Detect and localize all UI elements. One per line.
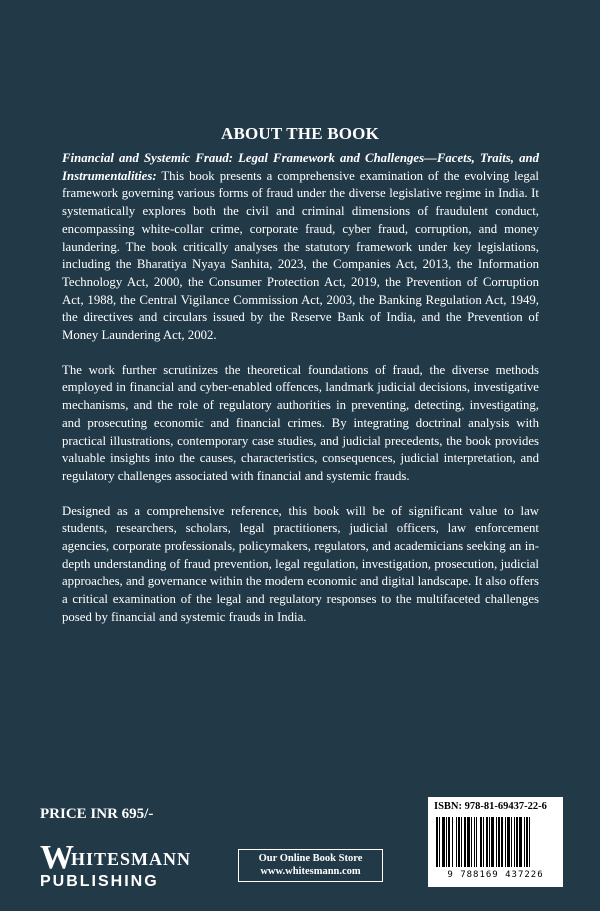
store-title: Our Online Book Store: [258, 853, 363, 864]
publisher-name-line2: PUBLISHING: [40, 873, 159, 889]
description-paragraph-3: Designed as a comprehensive reference, this book will be of significant value to law students, researchers, scholars, legal practitioners, judicial officers, law enforcement agencies, corporate professionals, policymakers, regulators, and academicians seeking an in-depth understanding of fraud prevention, legal regulation, investigation, prosecution, judicial approaches, and governance within the modern economic and digital landscape. It also offers a critical examination of the legal and regulatory responses to the multifaceted challenges posed by financial and systemic frauds in India.: [62, 503, 539, 624]
isbn-barcode-block: [428, 797, 563, 887]
online-store-box: [238, 849, 383, 882]
section-heading: ABOUT THE BOOK: [220, 124, 380, 143]
publisher-logo-w: W: [40, 841, 74, 876]
publisher-logo: [40, 841, 200, 889]
store-url[interactable]: www.whitesmann.com: [260, 866, 361, 877]
isbn-digits: 9 788169 437226: [447, 870, 544, 880]
book-title-lead: Financial and Systemic Fraud: Legal Framework and Challenges—Facets, Traits, and Instrumentalities:: [62, 151, 539, 183]
price-label: PRICE INR 695/-: [40, 806, 154, 822]
isbn-label: ISBN: 978-81-69437-22-6: [434, 801, 547, 812]
description-paragraph-2: The work further scrutinizes the theoretical foundations of fraud, the diverse methods employed in financial and cyber-enabled offences, landmark judicial decisions, investigative mechanisms, and the role of regulatory authorities in preventing, detecting, investigating, and prosecuting economic and financial crimes. By integrating doctrinal analysis with practical illustrations, contemporary case studies, and judicial precedents, the book provides valuable insights into the causes, characteristics, consequences, judicial interpretation, and regulatory challenges associated with financial and systemic frauds.: [62, 362, 539, 483]
barcode-icon: [434, 817, 557, 869]
description-paragraph-1: [62, 150, 539, 345]
publisher-name-line1: HITESMANN: [71, 849, 192, 869]
paragraph-1-body: This book presents a comprehensive examination of the evolving legal framework governing various forms of fraud under the diverse legislative regime in India. It systematically explores both the civil and criminal dimensions of fraudulent conduct, encompassing white-collar crime, corporate fraud, cyber fraud, corruption, and money laundering. The book critically analyses the statutory framework under key legislations, including the Bharatiya Nyaya Sanhita, 2023, the Companies Act, 2013, the Information Technology Act, 2000, the Consumer Protection Act, 2019, the Prevention of Corruption Act, 1988, the Central Vigilance Commission Act, 2003, the Banking Regulation Act, 1949, the directives and circulars issued by the Reserve Bank of India, and the Prevention of Money Laundering Act, 2002.: [62, 168, 539, 343]
book-description: [62, 150, 539, 644]
